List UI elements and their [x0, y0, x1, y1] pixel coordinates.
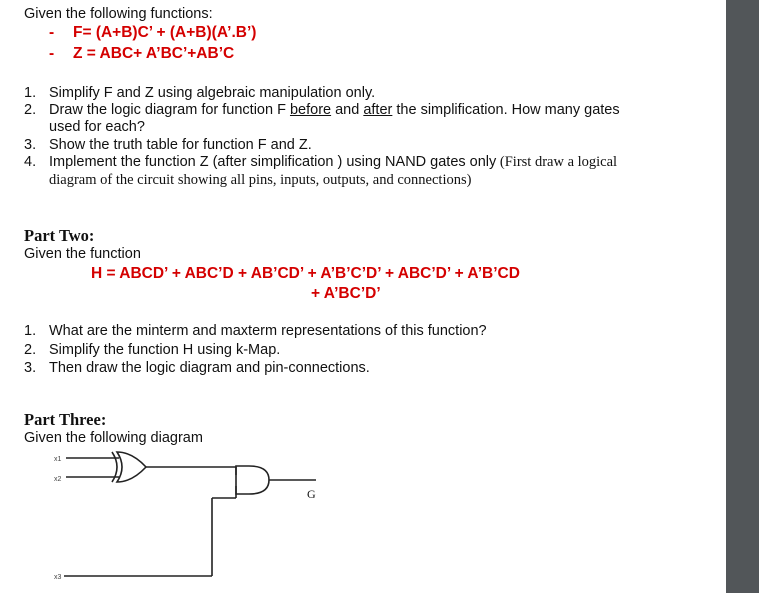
q1-number: 1.: [24, 85, 37, 101]
and-gate-body: [236, 466, 269, 494]
output-label-g: G: [307, 487, 316, 501]
input-label-x3: x3: [54, 574, 62, 581]
input-label-x1: x1: [54, 456, 62, 463]
q2-text-b: the simplification. How many gates: [392, 102, 620, 118]
q4-text-a: Implement the function Z (after simplification ) using NAND gates only: [49, 154, 497, 170]
q4-text: [49, 154, 617, 171]
q1-text: Simplify F and Z using algebraic manipulation only.: [49, 85, 376, 101]
function-h-line2: + A’BC’D’: [311, 285, 381, 302]
function-z-bullet: -: [49, 45, 55, 62]
part-three-intro: Given the following diagram: [24, 430, 203, 446]
q4-text-b: (First draw a logical: [496, 154, 618, 170]
logic-diagram: [36, 448, 326, 588]
input-label-x2: x2: [54, 476, 62, 483]
function-h-line1: H = ABCD’ + ABC’D + AB’CD’ + A’B’C’D’ + ABC’D’ + A’B’CD: [91, 265, 520, 282]
p2-q2-text: Simplify the function H using k-Map.: [49, 342, 281, 358]
q4-number: 4.: [24, 154, 37, 170]
q3-text: Show the truth table for function F and Z.: [49, 137, 312, 153]
p2-q2-number: 2.: [24, 342, 37, 358]
function-f: F= (A+B)C’ + (A+B)(A’.B’): [73, 24, 257, 41]
xor-gate-body: [117, 452, 146, 482]
q2-continuation: used for each?: [49, 119, 145, 135]
p2-q3-number: 3.: [24, 360, 37, 376]
q2-and: and: [331, 102, 364, 118]
part-two-intro: Given the function: [24, 246, 141, 262]
q2-number: 2.: [24, 102, 37, 118]
q4-continuation: diagram of the circuit showing all pins, inputs, outputs, and connections): [49, 172, 472, 188]
q2-text-a: Draw the logic diagram for function F: [49, 102, 290, 118]
part-three-heading: Part Three:: [24, 410, 107, 429]
p2-q3-text: Then draw the logic diagram and pin-connections.: [49, 360, 370, 376]
function-f-bullet: -: [49, 24, 55, 41]
function-z: Z = ABC+ A’BC’+AB’C: [73, 45, 235, 62]
p2-q1-number: 1.: [24, 323, 37, 339]
part-two-heading: Part Two:: [24, 226, 95, 245]
q2-before-underlined: before: [289, 102, 332, 118]
q3-number: 3.: [24, 137, 37, 153]
q2-after-underlined: after: [363, 102, 393, 118]
viewer-scrollbar[interactable]: [726, 0, 759, 593]
part-one-intro: Given the following functions:: [24, 6, 213, 22]
p2-q1-text: What are the minterm and maxterm representations of this function?: [49, 323, 487, 339]
q2-text: [49, 102, 620, 118]
